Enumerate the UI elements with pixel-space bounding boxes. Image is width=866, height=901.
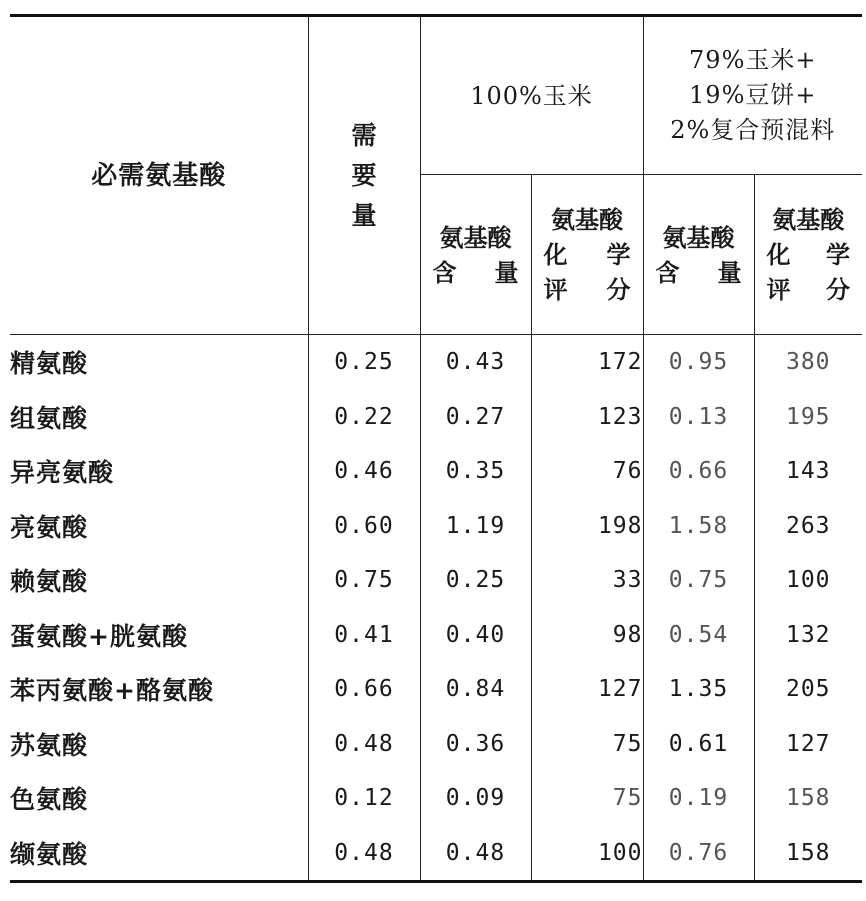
amino-acid-name: 异亮氨酸 xyxy=(10,458,115,488)
mix-content-value: 0.75 xyxy=(643,553,754,608)
amino-acid-table xyxy=(10,14,862,883)
header-sub-char: 评 xyxy=(766,275,791,304)
header-sub-char: 学 xyxy=(826,240,851,269)
header-mix-score xyxy=(754,175,862,335)
requirement-value: 0.25 xyxy=(308,335,420,390)
header-requirement-char: 要 xyxy=(351,160,377,190)
header-sub-word: 氨基酸 xyxy=(439,222,512,252)
corn-score-value: 33 xyxy=(531,553,643,608)
table-row xyxy=(10,499,862,554)
header-sub-char: 化 xyxy=(543,240,568,269)
mix-content-value: 0.61 xyxy=(643,717,754,772)
mix-score-value: 158 xyxy=(754,771,862,826)
corn-score-value: 172 xyxy=(531,335,643,390)
header-mix-content xyxy=(643,175,754,335)
corn-content-value: 0.43 xyxy=(420,335,531,390)
header-group-mix-line: 79%玉米+ xyxy=(689,46,817,74)
amino-acid-name: 色氨酸 xyxy=(10,785,89,815)
table-row xyxy=(10,390,862,445)
header-sub-word: 氨基酸 xyxy=(551,205,623,234)
corn-score-value: 98 xyxy=(531,608,643,663)
mix-score-value: 263 xyxy=(754,499,862,554)
corn-content-value: 1.19 xyxy=(420,499,531,554)
corn-content-value: 0.84 xyxy=(420,662,531,717)
header-sub-word: 氨基酸 xyxy=(772,205,845,234)
header-group-corn: 100%玉米 xyxy=(420,16,643,175)
corn-score-value: 123 xyxy=(531,390,643,445)
table-row xyxy=(10,717,862,772)
requirement-value: 0.48 xyxy=(308,826,420,882)
mix-content-value: 1.58 xyxy=(643,499,754,554)
requirement-value: 0.41 xyxy=(308,608,420,663)
mix-score-value: 132 xyxy=(754,608,862,663)
table-row xyxy=(10,662,862,717)
corn-score-value: 100 xyxy=(531,826,643,882)
amino-acid-name: 组氨酸 xyxy=(10,403,89,433)
table-row xyxy=(10,553,862,608)
header-amino-acid: 必需氨基酸 xyxy=(10,16,308,335)
mix-score-value: 158 xyxy=(754,826,862,882)
corn-score-value: 127 xyxy=(531,662,643,717)
mix-content-value: 0.54 xyxy=(643,608,754,663)
header-sub-char: 含 xyxy=(432,257,457,287)
table-row xyxy=(10,444,862,499)
header-requirement-char: 量 xyxy=(351,200,377,230)
corn-content-value: 0.36 xyxy=(420,717,531,772)
mix-score-value: 195 xyxy=(754,390,862,445)
corn-score-value: 198 xyxy=(531,499,643,554)
mix-score-value: 380 xyxy=(754,335,862,390)
requirement-value: 0.66 xyxy=(308,662,420,717)
header-sub-char: 分 xyxy=(826,275,851,304)
header-sub-char: 化 xyxy=(766,240,791,269)
amino-acid-name: 赖氨酸 xyxy=(10,567,89,597)
mix-content-value: 0.95 xyxy=(643,335,754,390)
table-row xyxy=(10,771,862,826)
requirement-value: 0.12 xyxy=(308,771,420,826)
requirement-value: 0.22 xyxy=(308,390,420,445)
mix-score-value: 143 xyxy=(754,444,862,499)
table-row xyxy=(10,826,862,882)
header-sub-char: 分 xyxy=(606,275,631,304)
corn-content-value: 0.40 xyxy=(420,608,531,663)
amino-acid-name: 蛋氨酸+胱氨酸 xyxy=(10,621,188,651)
amino-acid-name: 亮氨酸 xyxy=(10,512,89,542)
mix-score-value: 205 xyxy=(754,662,862,717)
header-group-mix-line: 2%复合预混料 xyxy=(670,116,836,144)
mix-score-value: 100 xyxy=(754,553,862,608)
header-sub-char: 量 xyxy=(494,257,519,287)
mix-content-value: 0.13 xyxy=(643,390,754,445)
corn-content-value: 0.25 xyxy=(420,553,531,608)
table-row xyxy=(10,608,862,663)
corn-content-value: 0.09 xyxy=(420,771,531,826)
header-group-mix-line: 19%豆饼+ xyxy=(689,81,817,109)
corn-score-value: 75 xyxy=(531,771,643,826)
header-sub-char: 评 xyxy=(543,275,568,304)
header-sub-char: 含 xyxy=(655,257,680,287)
header-corn-content xyxy=(420,175,531,335)
corn-score-value: 75 xyxy=(531,717,643,772)
header-sub-char: 量 xyxy=(717,257,742,287)
corn-score-value: 76 xyxy=(531,444,643,499)
corn-content-value: 0.35 xyxy=(420,444,531,499)
mix-score-value: 127 xyxy=(754,717,862,772)
mix-content-value: 1.35 xyxy=(643,662,754,717)
requirement-value: 0.48 xyxy=(308,717,420,772)
header-requirement-char: 需 xyxy=(351,120,377,150)
requirement-value: 0.60 xyxy=(308,499,420,554)
amino-acid-name: 苯丙氨酸+酪氨酸 xyxy=(10,676,214,706)
header-requirement xyxy=(308,16,420,335)
table-row xyxy=(10,335,862,390)
header-group-mix xyxy=(643,16,862,175)
corn-content-value: 0.48 xyxy=(420,826,531,882)
mix-content-value: 0.19 xyxy=(643,771,754,826)
header-sub-word: 氨基酸 xyxy=(662,222,735,252)
header-corn-score xyxy=(531,175,643,335)
requirement-value: 0.46 xyxy=(308,444,420,499)
corn-content-value: 0.27 xyxy=(420,390,531,445)
mix-content-value: 0.66 xyxy=(643,444,754,499)
amino-acid-name: 缬氨酸 xyxy=(10,826,308,882)
mix-content-value: 0.76 xyxy=(643,826,754,882)
amino-acid-name: 苏氨酸 xyxy=(10,730,89,760)
requirement-value: 0.75 xyxy=(308,553,420,608)
amino-acid-name: 精氨酸 xyxy=(10,349,89,379)
header-sub-char: 学 xyxy=(606,240,631,269)
